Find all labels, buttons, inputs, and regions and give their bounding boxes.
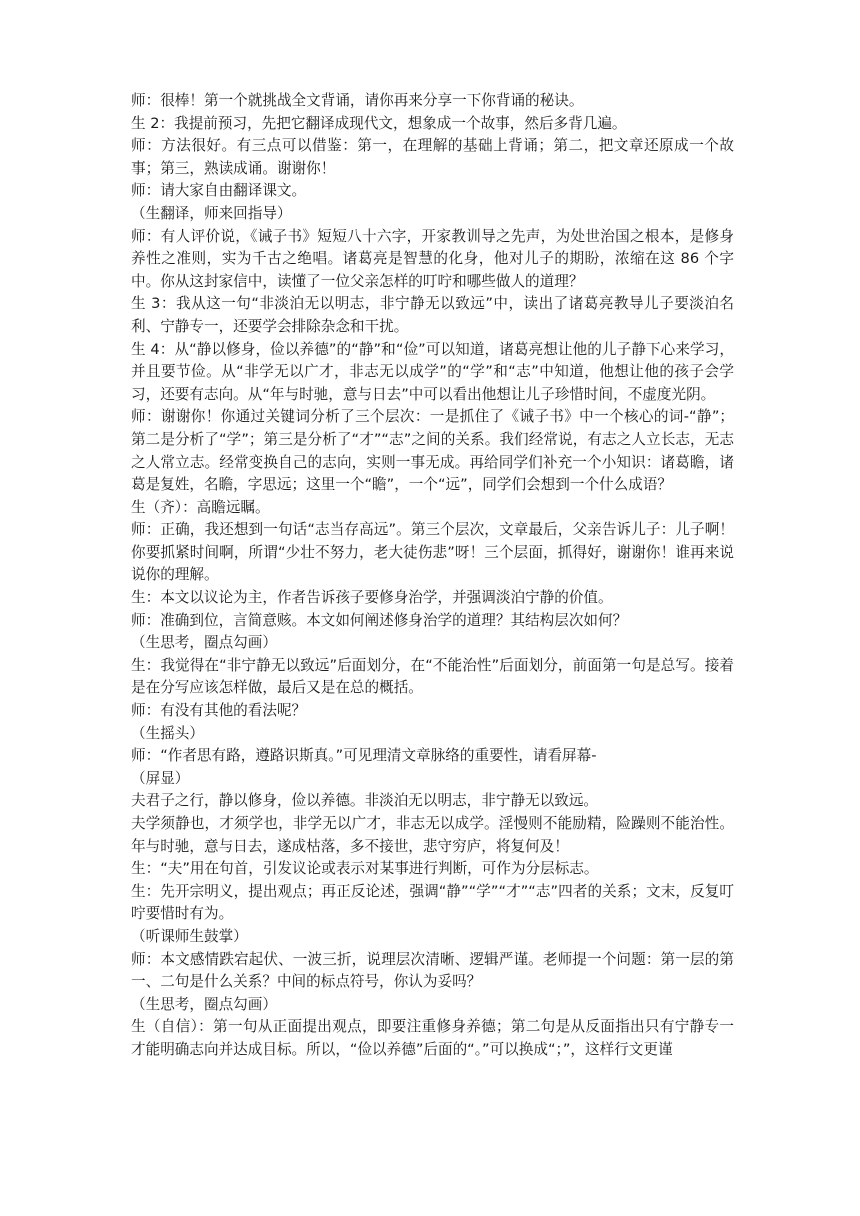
paragraph: 生 3：我从这一句“非淡泊无以明志，非宁静无以致远”中，读出了诸葛亮教导儿子要淡泊名利、宁静专一，还要学会排除杂念和干扰。 [131, 295, 734, 335]
paragraph: 师：“作者思有路，遵路识斯真。”可见理清文章脉络的重要性，请看屏幕- [131, 747, 597, 765]
paragraph: 师：方法很好。有三点可以借鉴：第一，在理解的基础上背诵；第二，把文章还原成一个故事；第三，熟读成诵。谢谢你！ [131, 137, 734, 177]
paragraph: 师：有人评价说，《诫子书》短短八十六字，开家教训导之先声，为处世治国之根本，是修身养性之准则，实为千古之绝唱。诸葛亮是智慧的化身，他对儿子的期盼，浓缩在这 86 个字中。你从这封家信中，读懂了一位父亲怎样的叮咛和哪些做人的道理？ [131, 227, 734, 290]
paragraph: 师：正确，我还想到一句话“志当存高远”。第三个层次，文章最后，父亲告诉儿子：儿子啊！你要抓紧时间啊，所谓“少壮不努力，老大徒伤悲”呀！三个层面，抓得好，谢谢你！谁再来说说你的理解。 [131, 521, 734, 584]
paragraph: （生思考，圈点勾画） [131, 634, 277, 652]
paragraph: 夫君子之行，静以修身，俭以养德。非淡泊无以明志，非宁静无以致远。 [131, 792, 599, 810]
paragraph: （生思考，圈点勾画） [131, 995, 277, 1013]
paragraph: 师：准确到位，言简意赅。本文如何阐述修身治学的道理？其结构层次如何？ [131, 611, 628, 629]
paragraph: 师：有没有其他的看法呢？ [131, 702, 307, 720]
paragraph: 生（齐）：高瞻远瞩。 [131, 498, 270, 516]
paragraph: 生：先开宗明义，提出观点；再正反论述，强调“静”“学”“才”“志”四者的关系；文末，反复叮咛要惜时有为。 [131, 882, 734, 923]
paragraph: 师：本文感情跌宕起伏、一波三折，说理层次清晰、逻辑严谨。老师提一个问题：第一层的第一、二句是什么关系？中间的标点符号，你认为妥吗？ [131, 950, 734, 991]
paragraph: 师：谢谢你！你通过关键词分析了三个层次：一是抓住了《诫子书》中一个核心的词-“静”；第二是分析了“学”；第三是分析了“才”“志”之间的关系。我们经常说，有志之人立长志，无志之人常立志。经常变换自己的志向，实则一事无成。再给同学们补充一个小知识：诸葛瞻，诸葛是复姓，名瞻，字思远；这里一个“瞻”，一个“远”，同学们会想到一个什么成语？ [131, 408, 734, 494]
paragraph: （屏显） [131, 769, 190, 787]
paragraph: 生：本文以议论为主，作者告诉孩子要修身治学，并强调淡泊宁静的价值。 [131, 589, 613, 607]
paragraph: 生（自信）：第一句从正面提出观点，即要注重修身养德；第二句是从反面指出只有宁静专一才能明确志向并达成目标。所以，“俭以养德”后面的“。”可以换成“；”，这样行文更谨 [131, 1018, 734, 1058]
paragraph: （生摇头） [131, 724, 204, 742]
document-body [131, 90, 734, 1062]
paragraph: 生：我觉得在“非宁静无以致远”后面划分，在“不能治性”后面划分，前面第一句是总写。接着是在分写应该怎样做，最后又是在总的概括。 [131, 656, 734, 697]
paragraph: （听课师生鼓掌） [131, 927, 248, 945]
paragraph: 生：“夫”用在句首，引发议论或表示对某事进行判断，可作为分层标志。 [131, 860, 599, 878]
paragraph: 师：请大家自由翻译课文。 [131, 182, 307, 200]
paragraph: 生 2：我提前预习，先把它翻译成现代文，想象成一个故事，然后多背几遍。 [131, 114, 627, 132]
paragraph: 师：很棒！第一个就挑战全文背诵，请你再来分享一下你背诵的秘诀。 [131, 92, 584, 109]
paragraph: （生翻译，师来回指导） [131, 204, 292, 222]
paragraph: 夫学须静也，才须学也，非学无以广才，非志无以成学。淫慢则不能励精，险躁则不能治性。年与时驰，意与日去，遂成枯落，多不接世，悲守穷庐，将复何及！ [131, 815, 734, 855]
paragraph: 生 4：从“静以修身，俭以养德”的“静”和“俭”可以知道，诸葛亮想让他的儿子静下心来学习，并且要节俭。从“非学无以广才，非志无以成学”的“学”和“志”中知道，他想让他的孩子会学习，还要有志向。从“年与时驰，意与日去”中可以看出他想让儿子珍惜时间，不虚度光阴。 [131, 340, 734, 403]
